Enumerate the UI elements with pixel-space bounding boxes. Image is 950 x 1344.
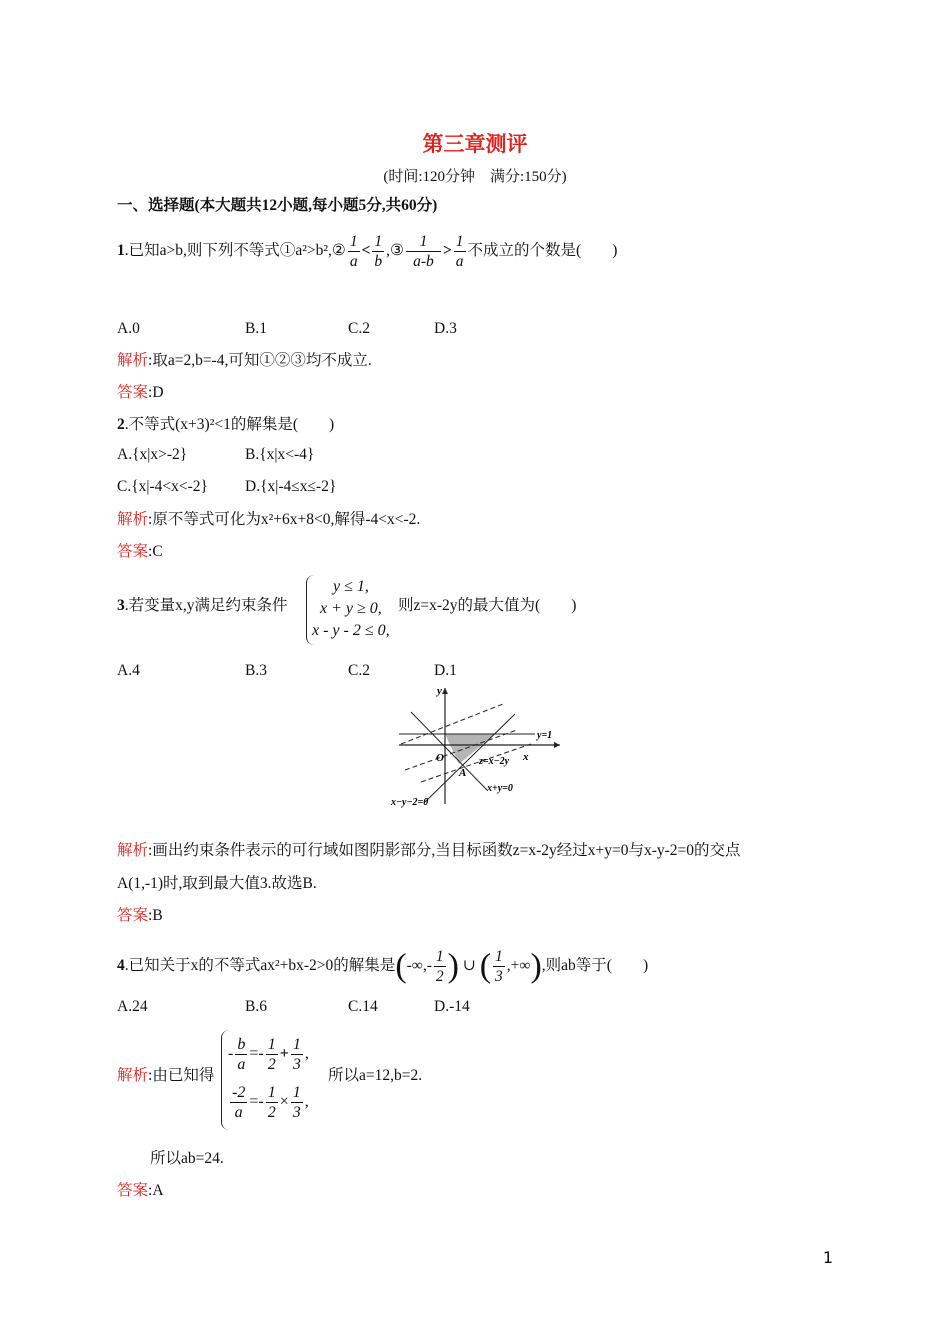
choice-b: B.1	[245, 320, 267, 337]
constraint-2: x + y ≥ 0,	[320, 600, 382, 617]
answer-4: 答案:A	[117, 1182, 164, 1199]
question-1-stem: 1.已知a>b,则下列不等式①a²>b²,② $\frac{1}{a}$ < $\frac{1}{b}$ ,③ $\frac{1}{a-b}$ > $\frac{1}{a}$ 不成立的个数是( )	[117, 233, 618, 270]
question-number: 1	[117, 242, 125, 260]
line-x-plus-y-label: x+y=0	[487, 783, 513, 794]
system-equation-1: - $\frac{b}{a}$ =- $\frac{1}{2}$ + $\frac{1}{3}$ ,	[228, 1036, 309, 1073]
analysis-4-result: 所以a=12,b=2.	[328, 1067, 423, 1084]
fraction: $\frac{1}{b}$	[374, 233, 383, 270]
analysis-4: 解析:由已知得	[117, 1067, 215, 1084]
origin-label: O	[436, 752, 444, 764]
choice-a: A.24	[117, 998, 148, 1015]
feasible-region-figure	[385, 682, 565, 810]
analysis-3: 解析:画出约束条件表示的可行域如图阴影部分,当目标函数z=x-2y经过x+y=0与x-y-2=0的交点	[117, 842, 741, 859]
answer-2: 答案:C	[117, 543, 163, 560]
choice-a: A.4	[117, 662, 140, 679]
y-axis-label: y	[437, 685, 442, 697]
analysis-2: 解析:原不等式可化为x²+6x+8<0,解得-4<x<-2.	[117, 511, 421, 528]
analysis-1: 解析:取a=2,b=-4,可知①②③均不成立.	[117, 352, 372, 369]
fraction: $\frac{1}{a}$	[349, 233, 358, 270]
choice-d: D.{x|-4≤x≤-2}	[245, 478, 337, 495]
question-3-stem-start: 3.若变量x,y满足约束条件	[117, 597, 288, 614]
choice-b: B.6	[245, 998, 267, 1015]
choice-d: D.-14	[434, 998, 470, 1015]
line-y-1-label: y=1	[537, 730, 553, 741]
choice-c: C.14	[348, 998, 378, 1015]
system-equation-2: $\frac{-2}{a}$ =- $\frac{1}{2}$ × $\frac{1}{3}$ ,	[232, 1084, 309, 1121]
choice-c: C.{x|-4<x<-2}	[117, 478, 209, 495]
answer-1: 答案:D	[117, 384, 164, 401]
section-heading: 一、选择题(本大题共12小题,每小题5分,共60分)	[117, 197, 438, 214]
choice-b: B.{x|x<-4}	[245, 446, 315, 463]
choice-d: D.1	[434, 662, 457, 679]
fraction: $\frac{1}{3}$	[495, 948, 503, 985]
page-number: 1	[822, 1248, 833, 1267]
x-axis-label: x	[523, 751, 529, 763]
constraint-3: x - y - 2 ≤ 0,	[312, 622, 390, 639]
point-a-label: A	[459, 767, 467, 779]
question-4-stem: 4.已知关于x的不等式ax²+bx-2>0的解集是(-∞,- $\frac{1}{2}$ ) ∪ ( $\frac{1}{3}$ ,+∞),则ab等于( )	[117, 947, 649, 985]
fraction: $\frac{1}{a}$	[455, 233, 464, 270]
choice-c: C.2	[348, 320, 370, 337]
constraint-1: y ≤ 1,	[333, 578, 369, 595]
choice-a: A.0	[117, 320, 140, 337]
question-2-stem: 2.不等式(x+3)²<1的解集是( )	[117, 416, 335, 433]
fraction: $\frac{1}{a-b}$	[407, 233, 439, 270]
question-3-stem-end: 则z=x-2y的最大值为( )	[398, 597, 577, 614]
answer-3: 答案:B	[117, 907, 163, 924]
choice-b: B.3	[245, 662, 267, 679]
exam-time-info: (时间:120分钟 满分:150分)	[383, 169, 567, 185]
page-title: 第三章测评	[422, 132, 528, 156]
choice-c: C.2	[348, 662, 370, 679]
choice-d: D.3	[434, 320, 457, 337]
choice-a: A.{x|x>-2}	[117, 446, 188, 463]
line-z-label: z=x−2y	[479, 756, 510, 767]
analysis-4-conclusion: 所以ab=24.	[150, 1150, 224, 1167]
line-x-minus-y-label: x−y−2=0	[391, 797, 429, 808]
fraction: $\frac{1}{2}$	[435, 948, 444, 985]
analysis-3-continued: A(1,-1)时,取到最大值3.故选B.	[117, 875, 317, 892]
